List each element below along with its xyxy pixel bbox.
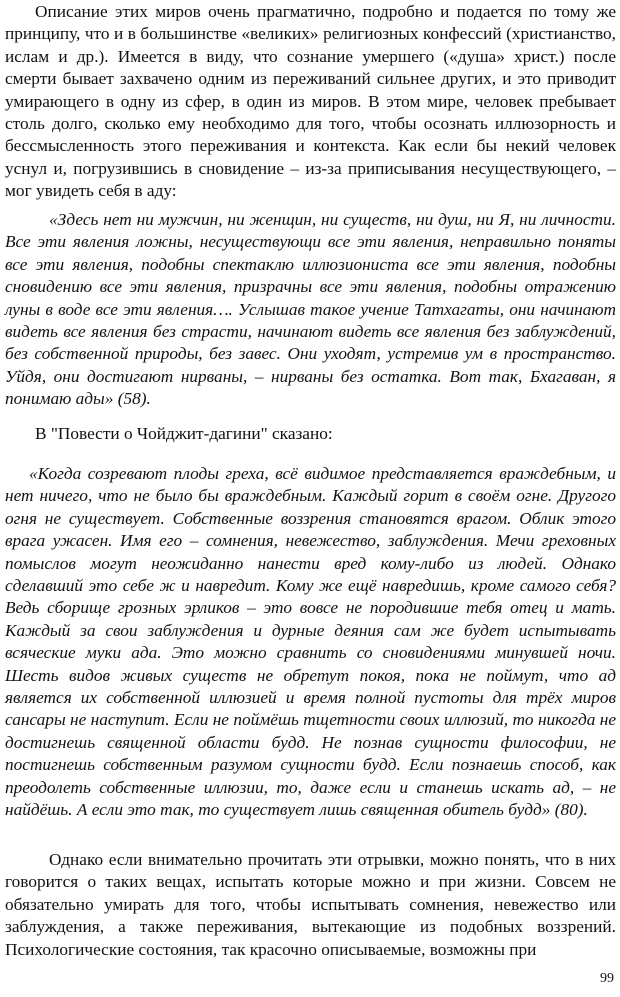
body-paragraph: Однако если внимательно прочитать эти отрывки, можно понять, что в них говорится о таких вещах, испытать которые можно и при жизни. Совсем не обязательно умирать для того, чтобы испытывать сомнения, невежество или заблуждения, а также переживания, вытекающие из подобных воззрений. Психологические состояния, так красочно описываемые, возможны при xyxy=(5,850,616,959)
quote-paragraph: «Когда созревают плоды греха, всё видимое представляется враждебным, и нет ничего, что не было бы враждебным. Каждый горит в своём огне. Другого огня не существует. Собственные воззрения становятся врагом. Облик этого врага ужасен. Имя его – сомнения, невежество, заблуждения. Мечи греховных помыслов могут неожиданно нанести вред кому-либо из людей. Однако сделавший это себе ж и навредит. Кому же ещё навредишь, кроме самого себя? Ведь сборище грозных эрликов – это вовсе не породившие тебя отец и мать. Каждый за свои заблуждения и дурные деяния сам же будет испытывать всяческие муки ада. Это можно сравнить со сновидениями минувшей ночи. Шесть видов живых существ не обретут покоя, пока не поймут, что ад является их собственной иллюзией и время полной пустоты для трёх миров сансары не наступит. Если не поймёшь тщетности своих иллюзий, то никогда не достигнешь священной области будд. Не познав сущности философии, не постигнешь собственным разумом сущности будд. Если познаешь способ, как преодолеть собственные иллюзии, то, даже если и станешь искать ад, – не найдёшь. А если это так, то существует лишь священная обитель будд» (80). xyxy=(5,464,616,820)
body-paragraph: Описание этих миров очень прагматично, подробно и подается по тому же принципу, что и в большинстве «великих» религиозных конфессий (христианство, ислам и др.). Имеется в виду, что сознание умершего («душа» христ.) после смерти бывает захвачено одним из переживаний сильнее других, и это приводит умирающего в одну из сфер, в один из миров. В этом мире, человек пребывает столь долго, сколько ему необходимо для того, чтобы осознать иллюзорность и бессмысленность этого переживания и контекста. Как если бы некий человек уснул и, погрузившись в сновидение – из-за приписывания несуществующего, – мог увидеть себя в аду: xyxy=(5,2,616,201)
body-paragraph: В "Повести о Чойджит-дагини" сказано: xyxy=(35,424,333,443)
quote-paragraph: «Здесь нет ни мужчин, ни женщин, ни существ, ни душ, ни Я, ни личности. Все эти явления ложны, несуществующи все эти явления, неправильно поняты все эти явления, подобны спектаклю иллюзиониста все эти явления, подобны сновидению все эти явления, призрачны все эти явления, подобны отражению луны в воде все эти явления…. Услышав такое учение Татхагаты, они начинают видеть все явления без страсти, начинают видеть все явления без заблуждений, без собственной природы, без завес. Они уходят, устремив ум в пространство. Уйдя, они достигают нирваны, – нирваны без остатка. Вот так, Бхагаван, я понимаю ады» (58). xyxy=(5,210,616,409)
page-number: 99 xyxy=(600,971,614,986)
